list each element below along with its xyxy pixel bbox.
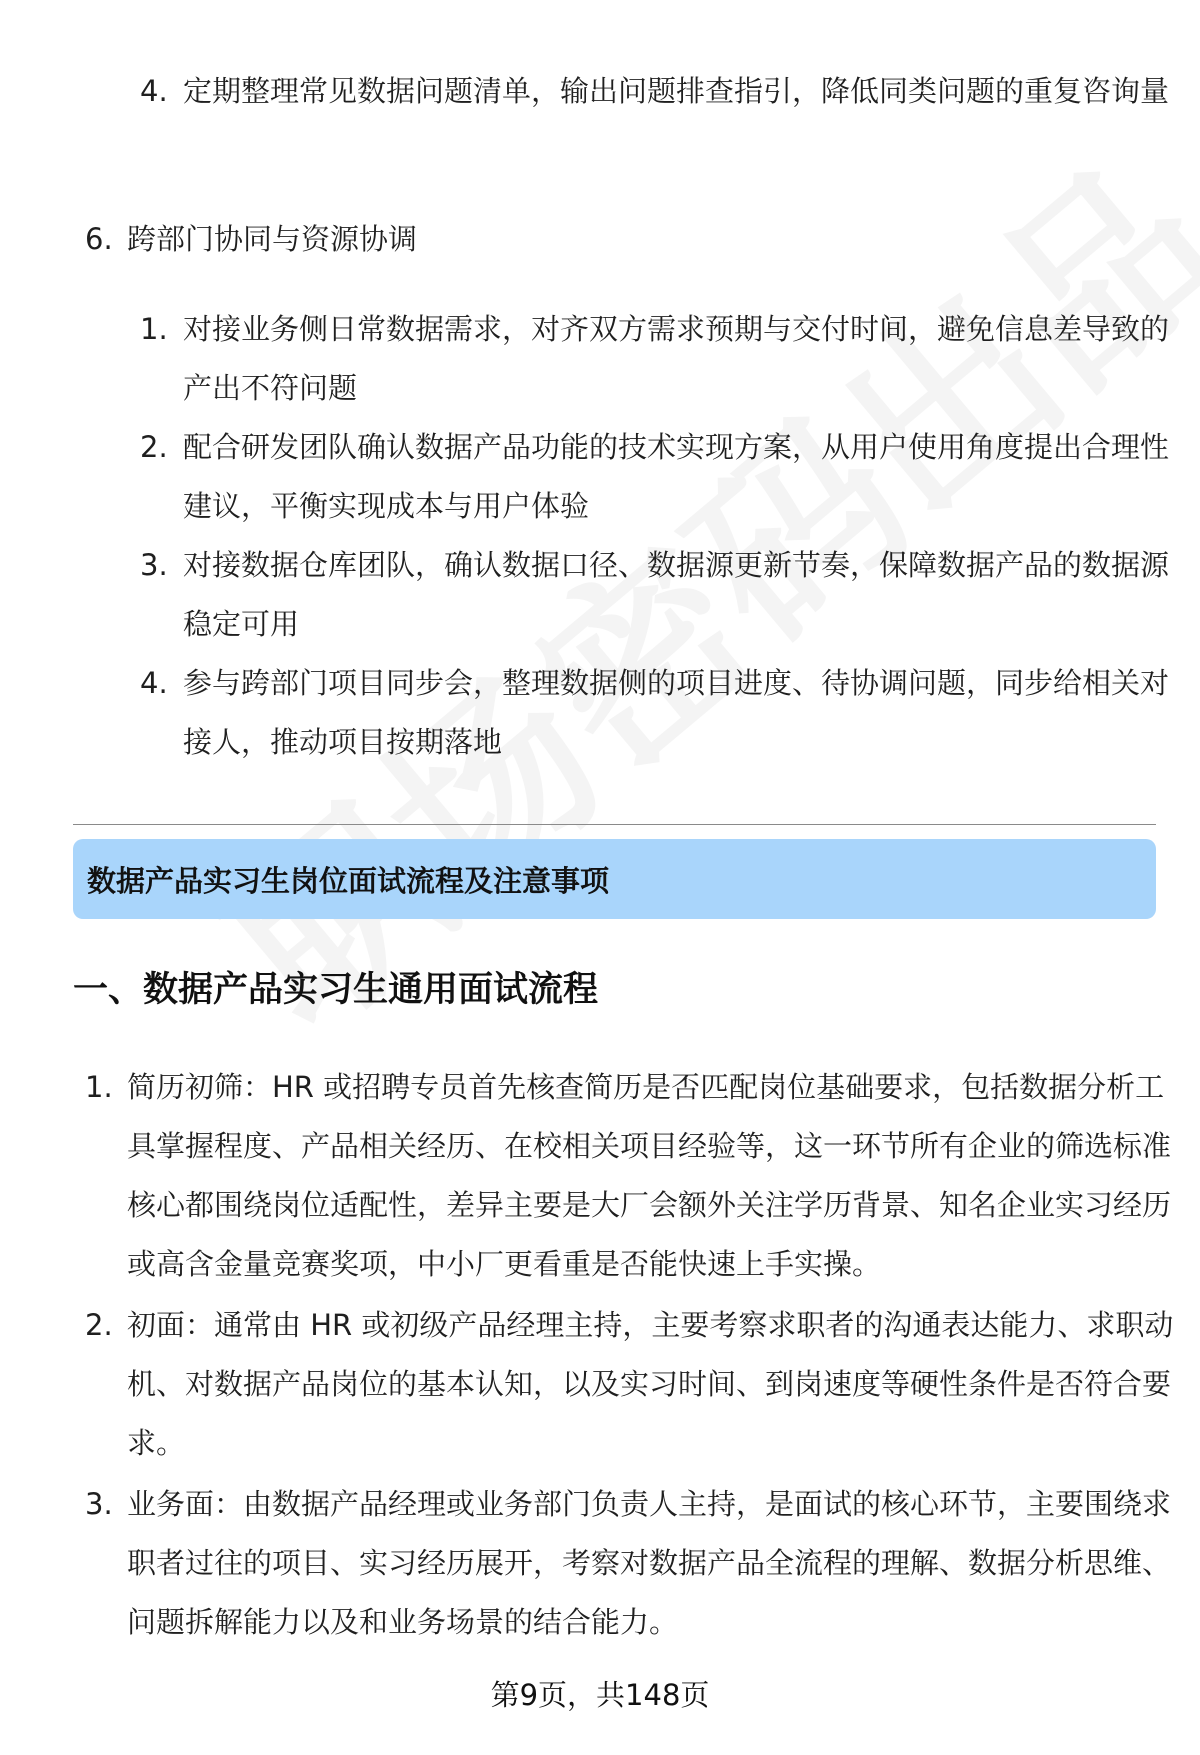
list-item: [0, 62, 1181, 121]
list-item-number: 2.: [140, 430, 168, 464]
list-item-text: 配合研发团队确认数据产品功能的技术实现方案，从用户使用角度提出合理性建议，平衡实现成本与用户体验: [183, 430, 1170, 523]
list-item-number: 1.: [85, 1070, 113, 1104]
page-number-footer: 第9页，共148页: [490, 1678, 710, 1712]
list-item: [0, 300, 1181, 418]
list-item-number: 3.: [85, 1487, 113, 1521]
list-item-text: 初面：通常由 HR 或初级产品经理主持，主要考察求职者的沟通表达能力、求职动机、对数据产品岗位的基本认知，以及实习时间、到岗速度等硬性条件是否符合要求。: [127, 1308, 1174, 1460]
list-item-text: 对接数据仓库团队，确认数据口径、数据源更新节奏，保障数据产品的数据源稳定可用: [183, 548, 1170, 641]
list-item: [0, 418, 1181, 536]
list-item: [0, 536, 1181, 654]
list-item: [0, 1475, 1185, 1652]
divider: [73, 824, 1156, 825]
list-item-number: 3.: [140, 548, 168, 582]
list-item-number: 2.: [85, 1308, 113, 1342]
section-number: 6.: [85, 222, 113, 256]
list-item: [0, 1296, 1185, 1473]
list-item-text: 业务面：由数据产品经理或业务部门负责人主持，是面试的核心环节，主要围绕求职者过往的项目、实习经历展开，考察对数据产品全流程的理解、数据分析思维、问题拆解能力以及和业务场景的结合能力。: [127, 1487, 1172, 1639]
section-title: 跨部门协同与资源协调: [127, 222, 418, 256]
list-item-text: 简历初筛：HR 或招聘专员首先核查简历是否匹配岗位基础要求，包括数据分析工具掌握程度、产品相关经历、在校相关项目经验等，这一环节所有企业的筛选标准核心都围绕岗位适配性，差异主要是大厂会额外关注学历背景、知名企业实习经历或高含金量竞赛奖项，中小厂更看重是否能快速上手实操。: [127, 1070, 1172, 1281]
list-item-text: 参与跨部门项目同步会，整理数据侧的项目进度、待协调问题，同步给相关对接人，推动项目按期落地: [183, 666, 1170, 759]
section-banner: [73, 839, 1156, 919]
list-item: [0, 1058, 1185, 1294]
list-item-text: 对接业务侧日常数据需求，对齐双方需求预期与交付时间，避免信息差导致的产出不符问题: [183, 312, 1170, 405]
list-item: [0, 654, 1181, 772]
banner-title: 数据产品实习生岗位面试流程及注意事项: [87, 863, 610, 898]
list-item-number: 4.: [140, 74, 168, 108]
section-heading: 一、数据产品实习生通用面试流程: [73, 970, 599, 1010]
list-item-text: 定期整理常见数据问题清单，输出问题排查指引，降低同类问题的重复咨询量: [183, 74, 1170, 108]
list-item-number: 4.: [140, 666, 168, 700]
list-item-number: 1.: [140, 312, 168, 346]
section-6-heading: [0, 210, 1185, 269]
